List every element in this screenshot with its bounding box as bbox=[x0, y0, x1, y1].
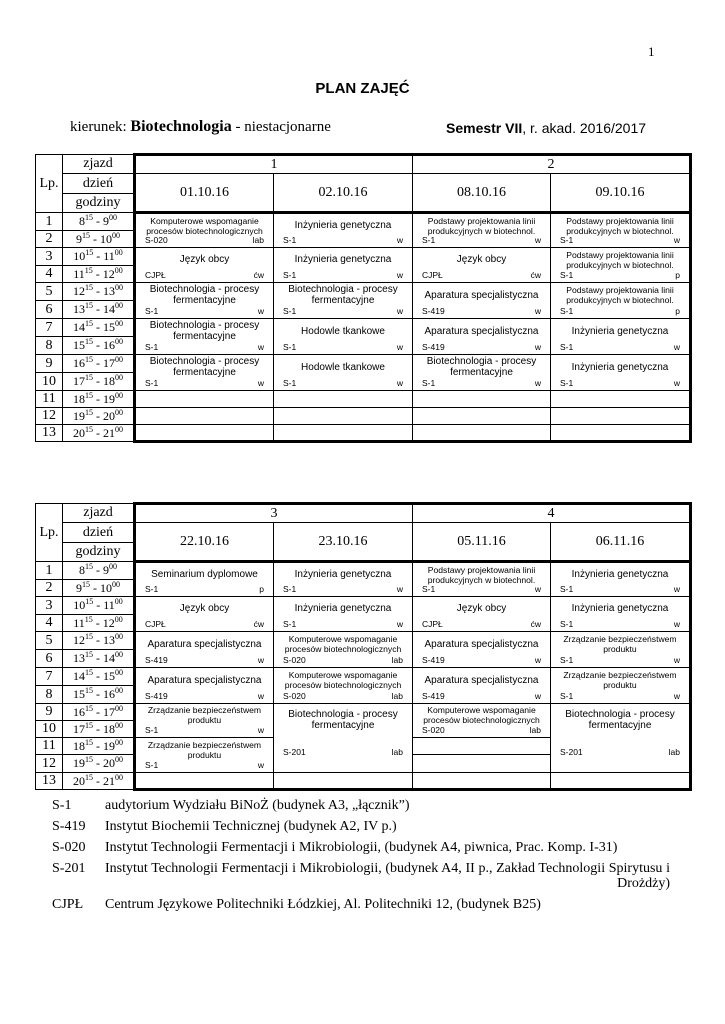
class-form: lab bbox=[252, 235, 264, 245]
class-title: Aparatura specjalistyczna bbox=[424, 290, 539, 301]
hour-range: $11^{15} - 12^{00}$ bbox=[63, 615, 135, 632]
class-form: w bbox=[673, 584, 680, 594]
schedule-table-1 bbox=[35, 153, 692, 443]
room-code: S-1 bbox=[283, 619, 297, 629]
table-row bbox=[36, 704, 691, 721]
hour-range: $14^{15} - 15^{00}$ bbox=[63, 319, 135, 337]
row-number: 11 bbox=[36, 738, 63, 755]
zjazd-header: zjazd bbox=[63, 504, 135, 523]
hour-range: $13^{15} - 14^{00}$ bbox=[63, 301, 135, 319]
class-cell bbox=[551, 562, 691, 597]
table-row bbox=[36, 632, 691, 650]
hour-range: $15^{15} - 16^{00}$ bbox=[63, 686, 135, 704]
room-code: S-1 bbox=[283, 378, 297, 388]
hour-range: $20^{15} - 21^{00}$ bbox=[63, 425, 135, 442]
class-cell bbox=[551, 248, 691, 283]
hour-range: $12^{15} - 13^{00}$ bbox=[63, 283, 135, 301]
room-code: S-1 bbox=[283, 342, 297, 352]
table-row bbox=[36, 408, 691, 425]
room-code: S-1 bbox=[145, 725, 159, 735]
class-form: w bbox=[396, 342, 403, 352]
date-header: 08.10.16 bbox=[413, 174, 551, 213]
academic-year: , r. akad. 2016/2017 bbox=[522, 120, 647, 136]
legend-code: S-419 bbox=[52, 819, 86, 834]
class-title: Aparatura specjalistyczna bbox=[147, 675, 262, 686]
empty-cell bbox=[274, 408, 413, 425]
class-form: ćw bbox=[253, 270, 264, 280]
class-title: Język obcy bbox=[456, 603, 507, 614]
table-row bbox=[36, 319, 691, 337]
class-title: Aparatura specjalistyczna bbox=[424, 675, 539, 686]
row-number: 3 bbox=[36, 597, 63, 615]
row-number: 12 bbox=[36, 755, 63, 773]
hour-range: $11^{15} - 12^{00}$ bbox=[63, 266, 135, 283]
class-title: Zrządzanie bezpieczeństwem produktu bbox=[563, 670, 677, 690]
class-form: w bbox=[396, 584, 403, 594]
row-number: 10 bbox=[36, 373, 63, 391]
class-form: ćw bbox=[530, 619, 541, 629]
class-title: Komputerowe wspomaganie procesów biotechnologicznych bbox=[146, 216, 263, 236]
table-row bbox=[36, 248, 691, 266]
class-form: w bbox=[396, 619, 403, 629]
class-cell bbox=[135, 632, 274, 668]
room-code: S-419 bbox=[422, 691, 445, 701]
empty-cell bbox=[135, 408, 274, 425]
godziny-header: godziny bbox=[63, 194, 135, 213]
class-cell bbox=[413, 632, 551, 668]
row-number: 8 bbox=[36, 686, 63, 704]
row-number: 11 bbox=[36, 391, 63, 408]
class-form: w bbox=[257, 655, 264, 665]
room-code: S-1 bbox=[283, 584, 297, 594]
room-code: S-020 bbox=[283, 655, 306, 665]
class-title: Podstawy projektowania linii produkcyjnych w biotechnol. bbox=[566, 285, 674, 305]
class-form: w bbox=[673, 342, 680, 352]
class-cell bbox=[413, 704, 551, 738]
room-code: S-419 bbox=[145, 655, 168, 665]
row-number: 6 bbox=[36, 650, 63, 668]
empty-cell bbox=[413, 755, 551, 773]
room-code: S-1 bbox=[560, 306, 574, 316]
room-code: S-419 bbox=[145, 691, 168, 701]
legend-code: S-201 bbox=[52, 861, 86, 876]
table-row bbox=[36, 597, 691, 615]
legend-item bbox=[52, 897, 672, 918]
class-cell bbox=[135, 355, 274, 391]
class-title: Biotechnologia - procesy fermentacyjne bbox=[149, 284, 260, 306]
class-title: Biotechnologia - procesy fermentacyjne bbox=[288, 709, 398, 731]
class-cell bbox=[551, 632, 691, 668]
class-cell bbox=[135, 319, 274, 355]
hour-range: $17^{15} - 18^{00}$ bbox=[63, 373, 135, 391]
hour-range: $13^{15} - 14^{00}$ bbox=[63, 650, 135, 668]
kierunek-name: Biotechnologia bbox=[130, 118, 232, 135]
class-title: Inżynieria genetyczna bbox=[294, 569, 392, 580]
dzien-header: dzień bbox=[63, 523, 135, 543]
page-number: 1 bbox=[648, 44, 655, 59]
class-cell bbox=[551, 704, 691, 773]
room-code: S-1 bbox=[283, 270, 297, 280]
class-cell bbox=[551, 213, 691, 248]
kierunek-label: kierunek: bbox=[70, 119, 127, 135]
class-cell bbox=[551, 355, 691, 391]
room-code: S-1 bbox=[422, 584, 436, 594]
lp-header: Lp. bbox=[36, 155, 63, 213]
class-cell bbox=[135, 283, 274, 319]
class-title: Biotechnologia - procesy fermentacyjne bbox=[149, 320, 260, 342]
class-cell bbox=[274, 213, 413, 248]
class-form: lab bbox=[391, 691, 403, 701]
class-title: Język obcy bbox=[456, 254, 507, 265]
class-title: Zrządzanie bezpieczeństwem produktu bbox=[563, 634, 677, 654]
legend-item bbox=[52, 819, 672, 840]
zjazd-header: zjazd bbox=[63, 155, 135, 174]
class-cell bbox=[551, 597, 691, 632]
kierunek-line bbox=[70, 118, 331, 136]
empty-cell bbox=[135, 391, 274, 408]
empty-cell bbox=[135, 425, 274, 442]
room-code: S-1 bbox=[560, 342, 574, 352]
date-header: 09.10.16 bbox=[551, 174, 691, 213]
legend-code: CJPŁ bbox=[52, 897, 84, 912]
empty-cell bbox=[551, 408, 691, 425]
class-cell bbox=[274, 632, 413, 668]
class-cell bbox=[413, 283, 551, 319]
row-number: 12 bbox=[36, 408, 63, 425]
class-cell bbox=[135, 213, 274, 248]
class-form: w bbox=[257, 725, 264, 735]
hour-range: $16^{15} - 17^{00}$ bbox=[63, 355, 135, 373]
class-cell bbox=[274, 248, 413, 283]
zjazd-number: 2 bbox=[413, 155, 691, 174]
class-cell bbox=[413, 668, 551, 704]
table-row bbox=[36, 355, 691, 373]
class-form: w bbox=[257, 378, 264, 388]
date-header: 02.10.16 bbox=[274, 174, 413, 213]
class-title: Komputerowe wspomaganie procesów biotechnologicznych bbox=[423, 705, 540, 725]
class-form: lab bbox=[529, 725, 541, 735]
class-cell bbox=[274, 597, 413, 632]
hour-range: $15^{15} - 16^{00}$ bbox=[63, 337, 135, 355]
zjazd-number: 3 bbox=[135, 504, 413, 523]
class-cell bbox=[135, 248, 274, 283]
legend-text: Instytut Biochemii Technicznej (budynek A2, IV p.) bbox=[105, 819, 397, 834]
hour-range: $14^{15} - 15^{00}$ bbox=[63, 668, 135, 686]
room-code: CJPŁ bbox=[145, 619, 166, 629]
date-header: 22.10.16 bbox=[135, 523, 274, 562]
row-number: 9 bbox=[36, 704, 63, 721]
class-title: Komputerowe wspomaganie procesów biotechnologicznych bbox=[284, 670, 402, 690]
table-row bbox=[36, 213, 691, 231]
hour-range: $19^{15} - 20^{00}$ bbox=[63, 755, 135, 773]
hour-range: $18^{15} - 19^{00}$ bbox=[63, 738, 135, 755]
room-code: S-1 bbox=[422, 378, 436, 388]
empty-cell bbox=[274, 773, 413, 790]
empty-cell bbox=[551, 773, 691, 790]
semester-label: Semestr VII bbox=[446, 120, 523, 136]
table-row bbox=[36, 562, 691, 580]
room-code: S-020 bbox=[145, 235, 168, 245]
room-code: S-419 bbox=[422, 655, 445, 665]
row-number: 7 bbox=[36, 668, 63, 686]
schedule-table-2 bbox=[35, 502, 692, 791]
class-title: Aparatura specjalistyczna bbox=[147, 639, 262, 650]
class-cell bbox=[551, 283, 691, 319]
legend-item bbox=[52, 861, 672, 897]
empty-cell bbox=[274, 391, 413, 408]
empty-cell bbox=[551, 425, 691, 442]
class-form: w bbox=[673, 378, 680, 388]
class-title: Zrządzanie bezpieczeństwem produktu bbox=[147, 740, 262, 760]
class-cell bbox=[274, 283, 413, 319]
class-cell bbox=[413, 597, 551, 632]
class-form: w bbox=[673, 691, 680, 701]
class-title: Biotechnologia - procesy fermentacyjne bbox=[426, 356, 537, 378]
hour-range: $18^{15} - 19^{00}$ bbox=[63, 391, 135, 408]
class-form: w bbox=[396, 235, 403, 245]
room-legend bbox=[52, 798, 672, 918]
legend-text: Centrum Językowe Politechniki Łódzkiej, Al. Politechniki 12, (budynek B25) bbox=[105, 897, 541, 912]
class-form: w bbox=[534, 306, 541, 316]
room-code: S-419 bbox=[422, 342, 445, 352]
class-title: Hodowle tkankowe bbox=[301, 362, 385, 373]
row-number: 1 bbox=[36, 213, 63, 231]
room-code: S-020 bbox=[283, 691, 306, 701]
class-title: Podstawy projektowania linii produkcyjnych w biotechnol. bbox=[427, 565, 536, 585]
row-number: 2 bbox=[36, 231, 63, 248]
hour-range: $8^{15} - 9^{00}$ bbox=[63, 213, 135, 231]
hour-range: $10^{15} - 11^{00}$ bbox=[63, 248, 135, 266]
room-code: S-1 bbox=[560, 655, 574, 665]
table-row bbox=[36, 668, 691, 686]
room-code: S-1 bbox=[145, 584, 159, 594]
class-title: Inżynieria genetyczna bbox=[571, 362, 669, 373]
date-header: 23.10.16 bbox=[274, 523, 413, 562]
class-title: Podstawy projektowania linii produkcyjnych w biotechnol. bbox=[427, 216, 536, 236]
class-form: w bbox=[396, 306, 403, 316]
class-cell bbox=[274, 562, 413, 597]
class-form: ćw bbox=[253, 619, 264, 629]
hour-range: $9^{15} - 10^{00}$ bbox=[63, 231, 135, 248]
class-form: ćw bbox=[530, 270, 541, 280]
class-title: Język obcy bbox=[179, 254, 230, 265]
class-form: w bbox=[534, 342, 541, 352]
room-code: S-201 bbox=[283, 747, 306, 757]
class-form: w bbox=[673, 619, 680, 629]
class-title: Aparatura specjalistyczna bbox=[424, 639, 539, 650]
class-form: lab bbox=[668, 747, 680, 757]
class-form: w bbox=[257, 760, 264, 770]
class-title: Aparatura specjalistyczna bbox=[424, 326, 539, 337]
empty-cell bbox=[413, 408, 551, 425]
zjazd-number: 1 bbox=[135, 155, 413, 174]
class-form: p bbox=[675, 306, 680, 316]
room-code: S-1 bbox=[145, 760, 159, 770]
date-header: 01.10.16 bbox=[135, 174, 274, 213]
room-code: S-1 bbox=[560, 584, 574, 594]
room-code: CJPŁ bbox=[422, 270, 443, 280]
godziny-header: godziny bbox=[63, 543, 135, 562]
date-header: 05.11.16 bbox=[413, 523, 551, 562]
class-title: Komputerowe wspomaganie procesów biotechnologicznych bbox=[284, 634, 402, 654]
legend-code: S-1 bbox=[52, 798, 72, 813]
dzien-header: dzień bbox=[63, 174, 135, 194]
class-cell bbox=[551, 319, 691, 355]
class-cell bbox=[274, 319, 413, 355]
class-form: p bbox=[675, 270, 680, 280]
table-row bbox=[36, 425, 691, 442]
class-cell bbox=[413, 562, 551, 597]
row-number: 4 bbox=[36, 266, 63, 283]
class-title: Hodowle tkankowe bbox=[301, 326, 385, 337]
hour-range: $19^{15} - 20^{00}$ bbox=[63, 408, 135, 425]
class-form: w bbox=[257, 306, 264, 316]
room-code: S-020 bbox=[422, 725, 445, 735]
class-title: Podstawy projektowania linii produkcyjnych w biotechnol. bbox=[566, 216, 674, 236]
legend-text: audytorium Wydziału BiNoŻ (budynek A3, „łącznik”) bbox=[105, 798, 410, 813]
class-form: w bbox=[396, 378, 403, 388]
room-code: S-419 bbox=[422, 306, 445, 316]
class-cell bbox=[413, 248, 551, 283]
row-number: 5 bbox=[36, 283, 63, 301]
hour-range: $8^{15} - 9^{00}$ bbox=[63, 562, 135, 580]
class-title: Inżynieria genetyczna bbox=[571, 603, 669, 614]
room-code: S-1 bbox=[560, 619, 574, 629]
class-cell bbox=[135, 738, 274, 773]
class-title: Inżynieria genetyczna bbox=[571, 569, 669, 580]
class-cell bbox=[413, 319, 551, 355]
lp-header: Lp. bbox=[36, 504, 63, 562]
room-code: S-1 bbox=[283, 306, 297, 316]
class-form: w bbox=[534, 584, 541, 594]
date-header: 06.11.16 bbox=[551, 523, 691, 562]
class-cell bbox=[274, 355, 413, 391]
class-cell bbox=[274, 704, 413, 773]
room-code: S-1 bbox=[145, 342, 159, 352]
empty-cell bbox=[413, 773, 551, 790]
hour-range: $16^{15} - 17^{00}$ bbox=[63, 704, 135, 721]
class-cell bbox=[135, 668, 274, 704]
semester-line bbox=[446, 120, 646, 136]
class-form: w bbox=[534, 235, 541, 245]
class-cell bbox=[135, 704, 274, 738]
class-title: Język obcy bbox=[179, 603, 230, 614]
class-title: Zrządzanie bezpieczeństwem produktu bbox=[147, 705, 262, 725]
room-code: S-1 bbox=[560, 270, 574, 280]
class-form: p bbox=[259, 584, 264, 594]
zjazd-number: 4 bbox=[413, 504, 691, 523]
row-number: 1 bbox=[36, 562, 63, 580]
legend-item bbox=[52, 840, 672, 861]
row-number: 13 bbox=[36, 425, 63, 442]
class-form: w bbox=[673, 655, 680, 665]
hour-range: $17^{15} - 18^{00}$ bbox=[63, 721, 135, 738]
class-title: Inżynieria genetyczna bbox=[294, 254, 392, 265]
room-code: S-1 bbox=[560, 691, 574, 701]
row-number: 3 bbox=[36, 248, 63, 266]
class-title: Seminarium dyplomowe bbox=[151, 569, 258, 580]
class-form: lab bbox=[391, 747, 403, 757]
empty-cell bbox=[413, 425, 551, 442]
room-code: S-1 bbox=[145, 378, 159, 388]
legend-text: Instytut Technologii Fermentacji i Mikrobiologii, (budynek A4, piwnica, Prac. Komp. I-31) bbox=[105, 840, 618, 855]
legend-code: S-020 bbox=[52, 840, 86, 855]
row-number: 9 bbox=[36, 355, 63, 373]
hour-range: $20^{15} - 21^{00}$ bbox=[63, 773, 135, 790]
room-code: S-1 bbox=[422, 235, 436, 245]
room-code: CJPŁ bbox=[422, 619, 443, 629]
room-code: S-1 bbox=[283, 235, 297, 245]
empty-cell bbox=[135, 773, 274, 790]
room-code: S-1 bbox=[560, 235, 574, 245]
kierunek-mode: - niestacjonarne bbox=[231, 119, 331, 135]
table-row bbox=[36, 391, 691, 408]
class-form: w bbox=[534, 691, 541, 701]
room-code: S-201 bbox=[560, 747, 583, 757]
class-form: w bbox=[257, 342, 264, 352]
class-form: w bbox=[534, 655, 541, 665]
class-form: w bbox=[673, 235, 680, 245]
class-title: Inżynieria genetyczna bbox=[294, 603, 392, 614]
class-cell bbox=[135, 597, 274, 632]
row-number: 8 bbox=[36, 337, 63, 355]
class-title: Biotechnologia - procesy fermentacyjne bbox=[565, 709, 675, 731]
room-code: S-1 bbox=[560, 378, 574, 388]
class-cell bbox=[551, 668, 691, 704]
room-code: S-1 bbox=[145, 306, 159, 316]
class-cell bbox=[135, 562, 274, 597]
class-form: w bbox=[396, 270, 403, 280]
class-form: w bbox=[257, 691, 264, 701]
class-cell bbox=[413, 213, 551, 248]
class-form: w bbox=[534, 378, 541, 388]
empty-cell bbox=[413, 391, 551, 408]
empty-cell bbox=[413, 738, 551, 755]
row-number: 6 bbox=[36, 301, 63, 319]
row-number: 10 bbox=[36, 721, 63, 738]
class-title: Inżynieria genetyczna bbox=[294, 220, 392, 231]
class-cell bbox=[413, 355, 551, 391]
room-code: CJPŁ bbox=[145, 270, 166, 280]
table-row bbox=[36, 773, 691, 790]
legend-item bbox=[52, 798, 672, 819]
class-title: Biotechnologia - procesy fermentacyjne bbox=[149, 356, 260, 378]
class-title: Podstawy projektowania linii produkcyjnych w biotechnol. bbox=[566, 250, 674, 270]
empty-cell bbox=[551, 391, 691, 408]
hour-range: $12^{15} - 13^{00}$ bbox=[63, 632, 135, 650]
row-number: 5 bbox=[36, 632, 63, 650]
class-cell bbox=[274, 668, 413, 704]
class-title: Biotechnologia - procesy fermentacyjne bbox=[288, 284, 398, 306]
page-title: PLAN ZAJĘĆ bbox=[315, 80, 410, 97]
row-number: 13 bbox=[36, 773, 63, 790]
empty-cell bbox=[274, 425, 413, 442]
hour-range: $10^{15} - 11^{00}$ bbox=[63, 597, 135, 615]
row-number: 2 bbox=[36, 580, 63, 597]
row-number: 7 bbox=[36, 319, 63, 337]
table-row bbox=[36, 283, 691, 301]
class-title: Inżynieria genetyczna bbox=[571, 326, 669, 337]
class-form: lab bbox=[391, 655, 403, 665]
row-number: 4 bbox=[36, 615, 63, 632]
hour-range: $9^{15} - 10^{00}$ bbox=[63, 580, 135, 597]
legend-text: Instytut Technologii Fermentacji i Mikrobiologii, (budynek A4, II p., Zakład Technologii Spirytusu i Drożdży) bbox=[105, 861, 670, 891]
